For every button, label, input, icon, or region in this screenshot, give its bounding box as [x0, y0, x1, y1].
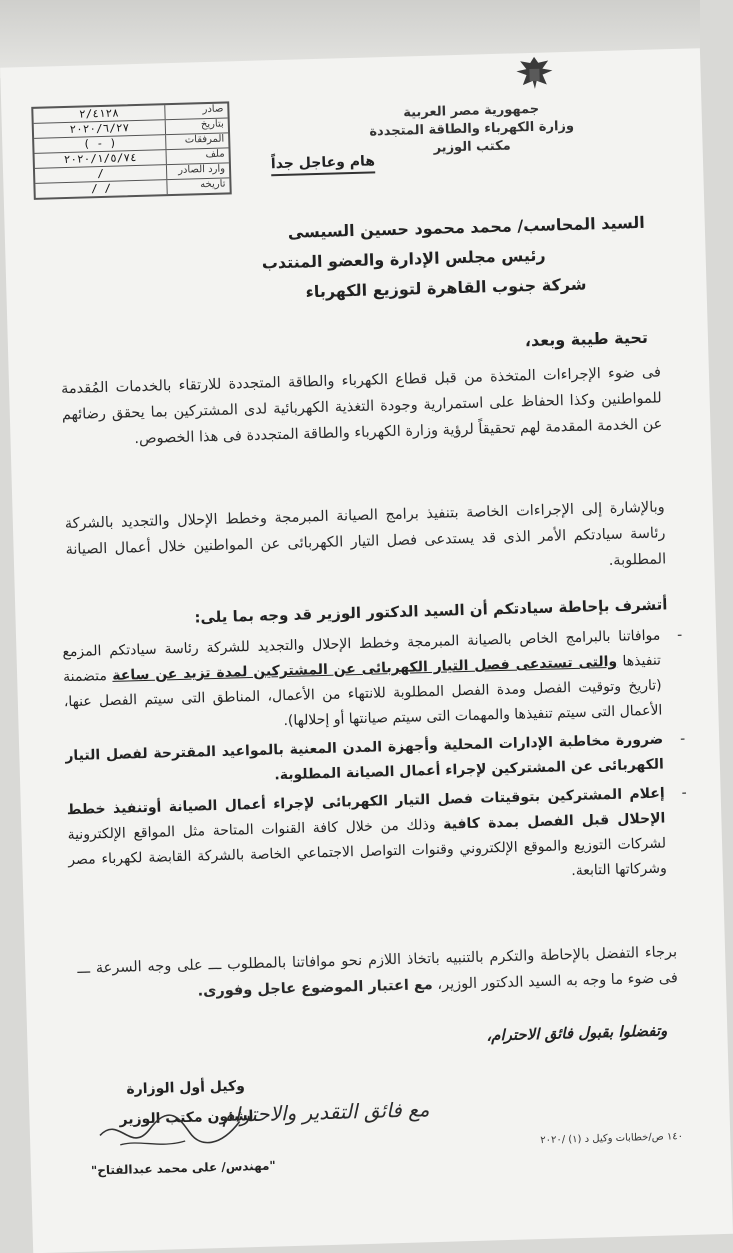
register-label: تاريخه [166, 178, 229, 194]
dash-bullet: - [676, 626, 683, 644]
paragraph-2: وبالإشارة إلى الإجراءات الخاصة بتنفيذ برامج الصيانة المبرمجة وخطط الإحلال والتجديد بالشركة رئاسة سيادتكم الأمر الذى قد يستدعى فصل التيار الكهربائى عن المواطنين خلال أعمال الصيانة المطلوبة. [64, 499, 667, 569]
bullet1-text-b: متضمنة (تاريخ وتوقيت الفصل ومدة الفصل المطلوبة للانتهاء من الأعمال، المناطق التى سيتم الفصل عنها، الأعمال التى سيتم تنفيذها والمهمات التى سيتم صيانتها أو إحلالها). [62, 667, 663, 730]
addressee-name: السيد المحاسب/ محمد محمود حسين السيسى [287, 212, 645, 242]
eagle-emblem-icon [512, 52, 557, 93]
addressee-block [261, 208, 647, 309]
handwritten-note [221, 1086, 451, 1171]
directive-list [62, 623, 689, 902]
paragraph3-bold: مع اعتبار الموضوع عاجل وفورى. [197, 977, 434, 1000]
bullet2-text: ضرورة مخاطبة الإدارات المحلية وأجهزة المدن المعنية بالمواعيد المقترحة لفصل التيار الكهربائى عن المشتركين لإجراء أعمال الصيانة المطلوبة. [65, 731, 665, 784]
header-office: مكتب الوزير [433, 138, 511, 156]
urgency-label: هام وعاجل جداً [271, 153, 376, 176]
handwritten-text: مع فائق التقدير والاحترام [221, 1097, 430, 1127]
register-label: بتاريخ [165, 118, 228, 134]
register-value: / [97, 166, 105, 181]
letter-page [0, 48, 733, 1253]
register-value: / / [90, 181, 112, 196]
header-ministry: وزارة الكهرباء والطاقة المتجددة [369, 118, 575, 140]
paragraph-3 [77, 939, 678, 1008]
signatory-title-1: وكيل أول الوزارة [126, 1078, 246, 1098]
list-item-text [62, 624, 663, 741]
dash-bullet: - [681, 784, 687, 802]
reference-number: ١٤٠ ص/خطابات وكيل د (١) /٢٠٢٠ [540, 1131, 684, 1147]
register-label: وارد الصادر [166, 163, 229, 179]
signatory-title-2: لشئون مكتب الوزير [119, 1108, 254, 1128]
paragraph3-text: برجاء التفضل بالإحاطة والتكرم بالتنبيه باتخاذ اللازم نحو موافاتنا بالمطلوب ـــ على وجه السرعة ـــ فى ضوء ما وجه به السيد الدكتور الوزير، [77, 944, 679, 994]
bullet1-text-a: موافاتنا بالبرامج الخاص بالصيانة المبرمجة وخطط الإحلال والتجديد للشركة رئاسة سيادتكم المزمع تنفيذها [62, 627, 662, 670]
register-value: ٢٠٢٠/١/٥/٧٤ [63, 150, 137, 167]
header-country: جمهورية مصر العربية [403, 101, 540, 121]
paragraph-1: فى ضوء الإجراءات المتخذة من قبل قطاع الكهرباء والطاقة المتجددة للارتقاء بالخدمات المُقدمة للمواطنين وكذا الحفاظ على استمرارية وجودة التغذية الكهربائية لدى المشتركين بما يحقق رضائهم عن الخدمة المقدمة لهم تحقيقاً لرؤية وزارة الكهرباء والطاقة المتجددة فى هذا الخصوص. [60, 364, 663, 448]
closing-line: وتفضلوا بقبول فائق الاحترام، [486, 1021, 668, 1045]
signatory-name: "مهندس/ على محمد عبدالفتاح" [90, 1158, 276, 1178]
list-item [62, 623, 685, 740]
ministry-header [369, 100, 575, 160]
bullet1-underlined: والتى تستدعى فصل التيار الكهربائى عن المشتركين لمدة تزيد عن ساعة [112, 653, 618, 684]
register-value: ٢/٤١٢٨ [78, 106, 120, 121]
dash-bullet: - [679, 730, 686, 748]
register-label: صادر [164, 103, 227, 119]
register-label: ملف [166, 148, 229, 164]
register-value: ٢٠٢٠/٦/٢٧ [69, 121, 130, 136]
register-value: ( - ) [83, 136, 117, 151]
register-stamp-box [31, 101, 232, 199]
greeting: تحية طيبة وبعد، [524, 327, 649, 351]
bullet3-bold: إعلام المشتركين بتوقيتات فصل التيار الكهربائى لإجراء أعمال الصيانة أوتنفيذ خطط الإحلال قبل الفصل بمدة كافية [66, 785, 666, 833]
addressee-title: رئيس مجلس الإدارة والعضو المنتدب [261, 245, 546, 273]
list-item [67, 781, 690, 898]
register-label: المرفقات [165, 133, 228, 149]
addressee-company: شركة جنوب القاهرة لتوزيع الكهرباء [305, 274, 587, 302]
bullet3-rest: وذلك من خلال كافة القنوات المتاحة مثل المواقع الإلكترونية لشركات التوزيع والموقع الإلكتروني وقنوات التواصل الاجتماعي الخاصة بالشركة القابضة لكهرباء مصر وشركاتها التابعة. [67, 816, 667, 880]
list-item-text [67, 782, 668, 899]
lead-sentence: أتشرف بإحاطة سيادتكم أن السيد الدكتور الوزير قد وجه بما يلى: [194, 595, 668, 627]
